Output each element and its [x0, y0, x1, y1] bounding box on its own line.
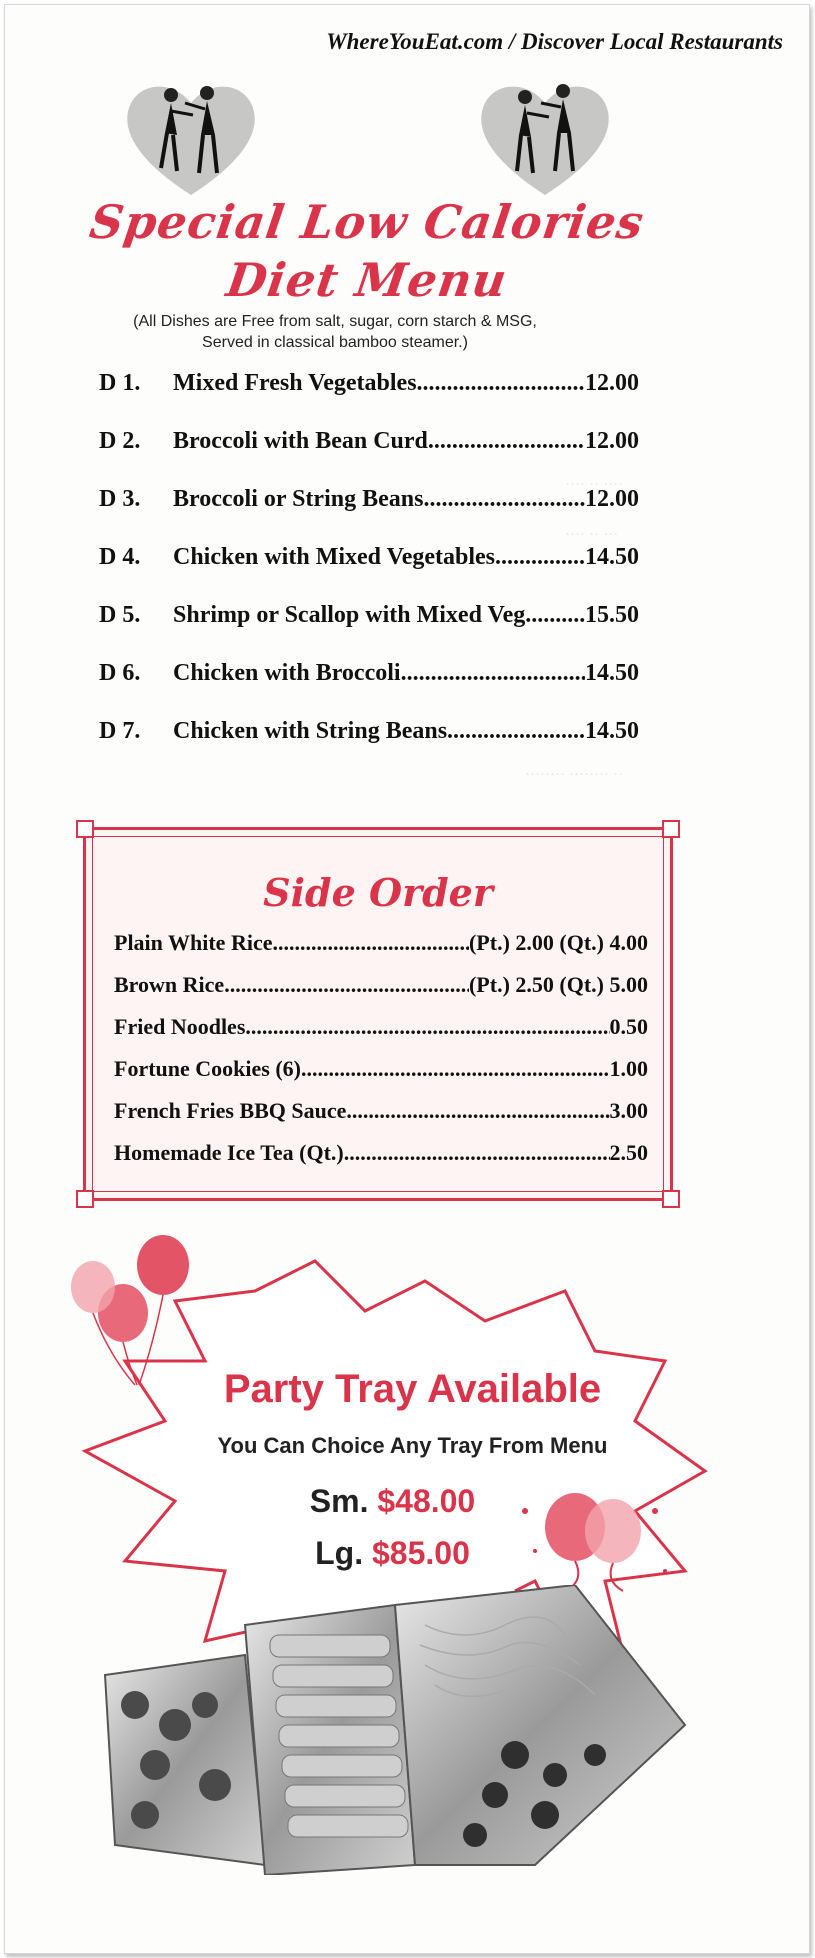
small-tray-label: Sm.	[309, 1483, 369, 1519]
item-price: 12.00	[585, 370, 639, 396]
side-order-item	[114, 1014, 648, 1056]
dot-leader	[447, 718, 585, 745]
dot-leader	[272, 930, 469, 956]
dot-leader	[301, 1056, 610, 1082]
item-name: Chicken with Broccoli	[173, 660, 401, 686]
party-tray-title: Party Tray Available	[223, 1367, 602, 1411]
side-order-title: Side Order	[263, 870, 493, 915]
frame-corner	[76, 820, 94, 838]
item-price: 15.50	[585, 602, 639, 628]
item-name: Broccoli or String Beans	[173, 486, 424, 512]
frame-corner	[76, 1190, 94, 1208]
bleed-through: ········ ········ ··	[525, 765, 624, 782]
item-code: D 4.	[99, 544, 141, 570]
item-name: Plain White Rice	[114, 930, 273, 955]
side-order-item	[114, 930, 648, 972]
item-name: Broccoli with Bean Curd	[173, 428, 428, 454]
diet-menu-title-line2: Diet Menu	[223, 253, 511, 307]
diet-menu-item	[99, 602, 639, 660]
item-name: Chicken with Mixed Vegetables	[173, 544, 496, 570]
diet-menu-item	[99, 544, 639, 602]
item-code: D 3.	[99, 486, 141, 512]
menu-page	[4, 4, 810, 1954]
diet-menu-item	[99, 486, 639, 544]
side-order-item	[114, 1098, 648, 1140]
item-price: (Pt.) 2.50 (Qt.) 5.00	[468, 972, 648, 997]
item-code: D 5.	[99, 602, 141, 628]
dot-leader	[346, 1098, 609, 1124]
dot-leader	[428, 428, 585, 455]
small-tray-amount: $48.00	[377, 1483, 476, 1519]
dot-leader	[401, 660, 585, 687]
diet-menu-item	[99, 660, 639, 718]
side-order-list	[114, 930, 648, 1182]
item-price: 3.00	[609, 1098, 648, 1123]
diet-menu-note	[105, 311, 565, 353]
diet-menu-item	[99, 718, 639, 776]
item-code: D 6.	[99, 660, 141, 686]
diet-menu-title: Special Low Calories	[86, 195, 648, 249]
party-tray-subtitle: You Can Choice Any Tray From Menu	[217, 1433, 608, 1458]
large-tray-price	[4, 1535, 800, 1572]
item-price: 12.00	[585, 486, 639, 512]
diet-menu-item	[99, 428, 639, 486]
small-tray-price	[4, 1483, 800, 1520]
item-name: Homemade Ice Tea (Qt.)	[114, 1140, 344, 1165]
large-tray-label: Lg.	[315, 1535, 364, 1571]
food-trays-image	[95, 1585, 695, 1875]
side-order-box	[83, 827, 673, 1201]
item-price: 14.50	[585, 660, 639, 686]
item-name: Brown Rice	[114, 972, 225, 997]
dot-leader	[224, 972, 469, 998]
dot-leader	[495, 544, 585, 571]
item-price: 1.00	[609, 1056, 648, 1081]
item-name: Chicken with String Beans	[173, 718, 448, 744]
item-name: Mixed Fresh Vegetables	[173, 370, 417, 396]
site-header[interactable]: WhereYouEat.com / Discover Local Restaurants	[326, 29, 783, 54]
diet-menu-note-line1: (All Dishes are Free from salt, sugar, corn starch & MSG,	[133, 313, 537, 330]
side-order-item	[114, 1056, 648, 1098]
item-name: Fried Noodles	[114, 1014, 246, 1039]
item-name: French Fries BBQ Sauce	[114, 1098, 347, 1123]
diet-menu-list	[99, 370, 639, 776]
item-code: D 7.	[99, 718, 141, 744]
item-price: (Pt.) 2.00 (Qt.) 4.00	[468, 930, 648, 955]
item-name: Shrimp or Scallop with Mixed Veg	[173, 602, 526, 628]
diet-menu-item	[99, 370, 639, 428]
dot-leader	[423, 486, 585, 513]
dancing-couple-heart-icon	[475, 73, 615, 203]
dot-leader	[417, 370, 585, 397]
side-order-item	[114, 972, 648, 1014]
diet-menu-note-line2: Served in classical bamboo steamer.)	[202, 334, 468, 351]
dot-leader	[344, 1140, 610, 1166]
frame-corner	[662, 1190, 680, 1208]
item-code: D 1.	[99, 370, 141, 396]
item-price: 2.50	[609, 1140, 648, 1165]
dot-leader	[525, 602, 585, 629]
bleed-through: ···· ·· ····	[565, 475, 624, 492]
side-order-item	[114, 1140, 648, 1182]
large-tray-amount: $85.00	[372, 1535, 470, 1571]
bleed-through: ···· ·· ···	[565, 525, 619, 542]
dancing-couple-heart-icon	[121, 73, 261, 203]
item-price: 14.50	[585, 544, 639, 570]
frame-corner	[662, 820, 680, 838]
item-price: 12.00	[585, 428, 639, 454]
item-price: 14.50	[585, 718, 639, 744]
item-name: Fortune Cookies (6)	[114, 1056, 301, 1081]
dot-leader	[245, 1014, 609, 1040]
item-price: 0.50	[609, 1014, 648, 1039]
item-code: D 2.	[99, 428, 141, 454]
